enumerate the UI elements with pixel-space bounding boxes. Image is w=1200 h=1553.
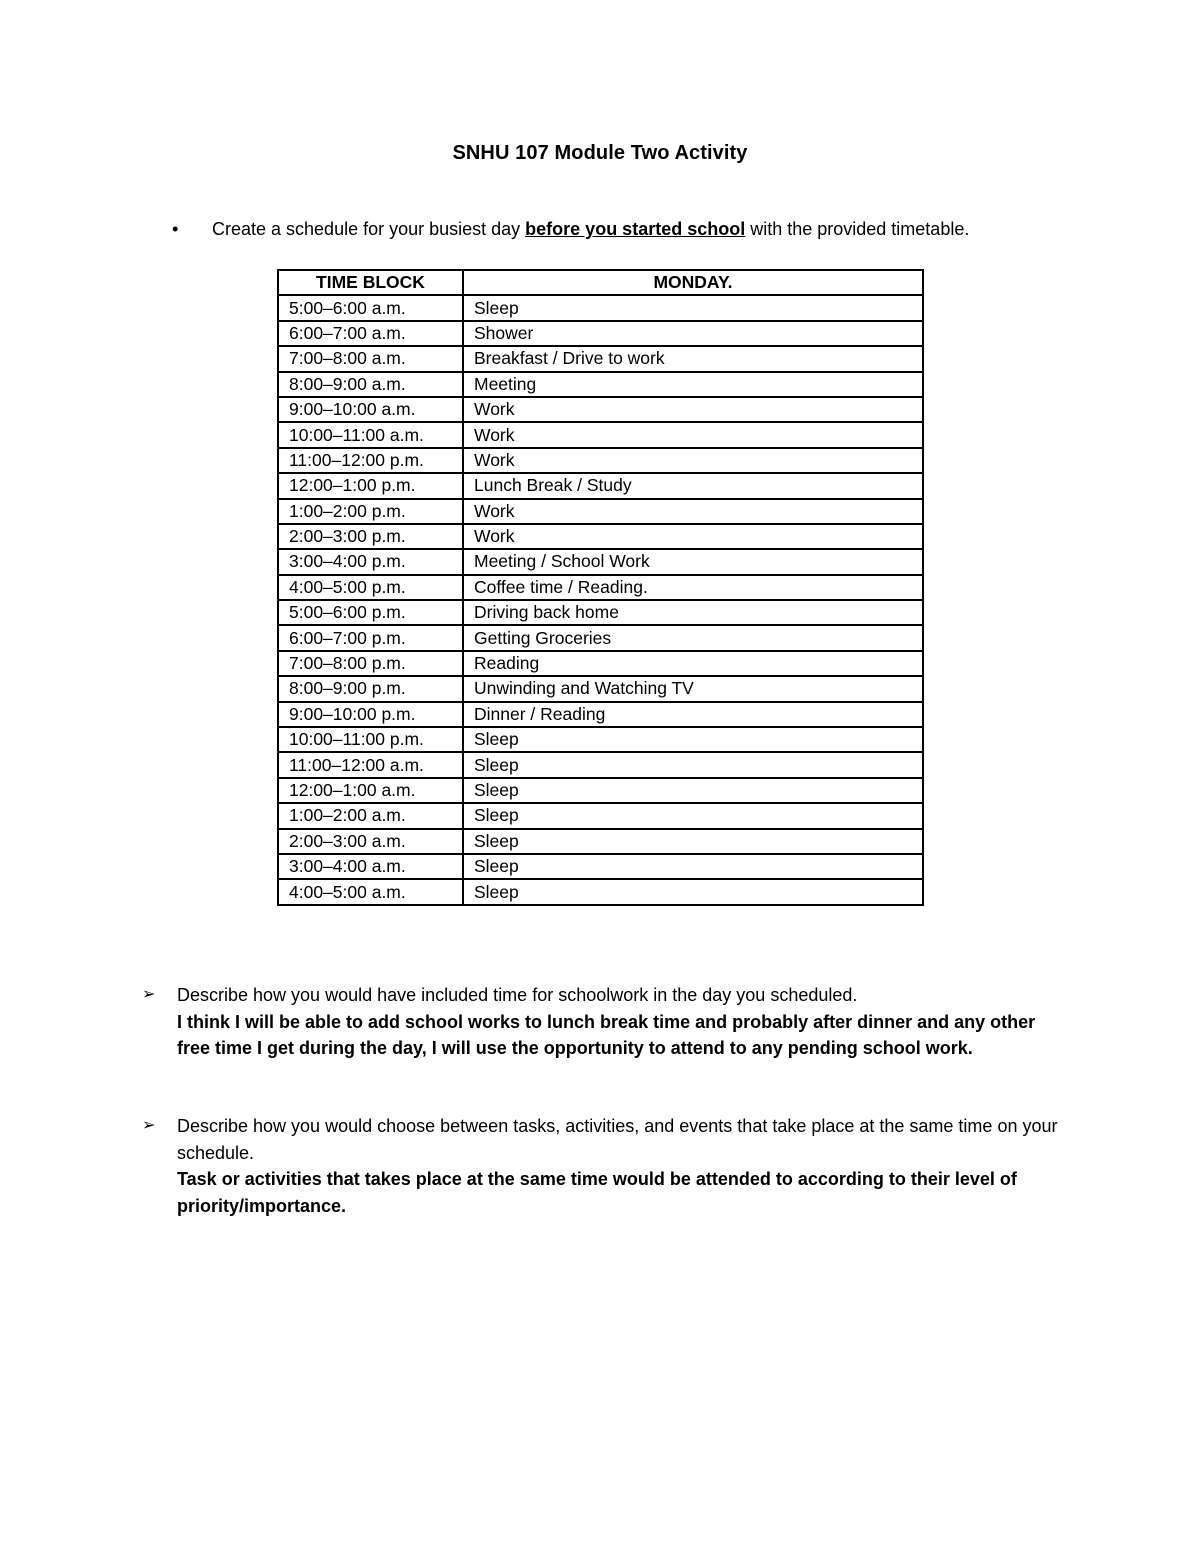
time-block-cell: 1:00–2:00 a.m. [278, 803, 463, 828]
activity-cell: Coffee time / Reading. [463, 575, 923, 600]
time-block-cell: 4:00–5:00 p.m. [278, 575, 463, 600]
table-row [278, 524, 923, 549]
time-block-cell: 1:00–2:00 p.m. [278, 499, 463, 524]
time-block-cell: 7:00–8:00 p.m. [278, 651, 463, 676]
table-row [278, 854, 923, 879]
question-1 [142, 982, 1072, 1062]
question-2 [142, 1113, 1072, 1219]
table-row [278, 778, 923, 803]
table-row [278, 321, 923, 346]
schedule-table [277, 269, 924, 906]
time-block-cell: 11:00–12:00 p.m. [278, 448, 463, 473]
header-day: MONDAY. [463, 270, 923, 295]
table-row [278, 676, 923, 701]
table-row [278, 651, 923, 676]
table-header-row [278, 270, 923, 295]
arrow-bullet-icon: ➢ [142, 986, 156, 1003]
activity-cell: Lunch Break / Study [463, 473, 923, 498]
table-row [278, 397, 923, 422]
activity-cell: Work [463, 499, 923, 524]
schedule-body [278, 295, 923, 904]
time-block-cell: 12:00–1:00 p.m. [278, 473, 463, 498]
time-block-cell: 8:00–9:00 a.m. [278, 372, 463, 397]
time-block-cell: 10:00–11:00 a.m. [278, 422, 463, 447]
time-block-cell: 5:00–6:00 a.m. [278, 295, 463, 320]
time-block-cell: 8:00–9:00 p.m. [278, 676, 463, 701]
arrow-bullet-icon: ➢ [142, 1117, 156, 1134]
time-block-cell: 2:00–3:00 a.m. [278, 829, 463, 854]
question-prompt: Describe how you would choose between tasks, activities, and events that take place at the same time on your schedule. [177, 1116, 1058, 1163]
activity-cell: Sleep [463, 778, 923, 803]
instruction-before: Create a schedule for your busiest day [212, 219, 526, 239]
table-row [278, 473, 923, 498]
time-block-cell: 12:00–1:00 a.m. [278, 778, 463, 803]
time-block-cell: 9:00–10:00 p.m. [278, 702, 463, 727]
activity-cell: Sleep [463, 829, 923, 854]
activity-cell: Shower [463, 321, 923, 346]
table-row [278, 295, 923, 320]
activity-cell: Meeting / School Work [463, 549, 923, 574]
table-row [278, 422, 923, 447]
time-block-cell: 6:00–7:00 p.m. [278, 625, 463, 650]
page-title: SNHU 107 Module Two Activity [452, 142, 748, 164]
table-row [278, 727, 923, 752]
activity-cell: Work [463, 524, 923, 549]
question-prompt: Describe how you would have included time for schoolwork in the day you scheduled. [177, 985, 858, 1005]
table-row [278, 346, 923, 371]
table-row [278, 600, 923, 625]
table-row [278, 803, 923, 828]
activity-cell: Sleep [463, 879, 923, 904]
table-row [278, 702, 923, 727]
instruction-text [212, 219, 969, 240]
activity-cell: Work [463, 397, 923, 422]
time-block-cell: 6:00–7:00 a.m. [278, 321, 463, 346]
activity-cell: Driving back home [463, 600, 923, 625]
table-row [278, 499, 923, 524]
table-row [278, 625, 923, 650]
instruction-after: with the provided timetable. [745, 219, 970, 239]
header-time-block: TIME BLOCK [278, 270, 463, 295]
time-block-cell: 2:00–3:00 p.m. [278, 524, 463, 549]
activity-cell: Sleep [463, 727, 923, 752]
time-block-cell: 5:00–6:00 p.m. [278, 600, 463, 625]
time-block-cell: 11:00–12:00 a.m. [278, 752, 463, 777]
time-block-cell: 7:00–8:00 a.m. [278, 346, 463, 371]
activity-cell: Sleep [463, 752, 923, 777]
activity-cell: Meeting [463, 372, 923, 397]
activity-cell: Reading [463, 651, 923, 676]
question-answer: Task or activities that takes place at the same time would be attended to according to their level of priority/importance. [177, 1169, 1017, 1216]
table-row [278, 879, 923, 904]
instruction-emphasis: before you started school [525, 219, 746, 239]
time-block-cell: 10:00–11:00 p.m. [278, 727, 463, 752]
activity-cell: Work [463, 422, 923, 447]
time-block-cell: 9:00–10:00 a.m. [278, 397, 463, 422]
activity-cell: Work [463, 448, 923, 473]
activity-cell: Sleep [463, 803, 923, 828]
table-row [278, 372, 923, 397]
time-block-cell: 3:00–4:00 p.m. [278, 549, 463, 574]
activity-cell: Sleep [463, 854, 923, 879]
table-row [278, 752, 923, 777]
activity-cell: Dinner / Reading [463, 702, 923, 727]
time-block-cell: 4:00–5:00 a.m. [278, 879, 463, 904]
table-row [278, 448, 923, 473]
time-block-cell: 3:00–4:00 a.m. [278, 854, 463, 879]
activity-cell: Unwinding and Watching TV [463, 676, 923, 701]
activity-cell: Breakfast / Drive to work [463, 346, 923, 371]
activity-cell: Sleep [463, 295, 923, 320]
bullet-icon: • [172, 219, 179, 239]
question-answer: I think I will be able to add school works to lunch break time and probably after dinner and any other free time I get during the day, I will use the opportunity to attend to any pending school work. [177, 1011, 1036, 1058]
activity-cell: Getting Groceries [463, 625, 923, 650]
table-row [278, 549, 923, 574]
table-row [278, 575, 923, 600]
table-row [278, 829, 923, 854]
